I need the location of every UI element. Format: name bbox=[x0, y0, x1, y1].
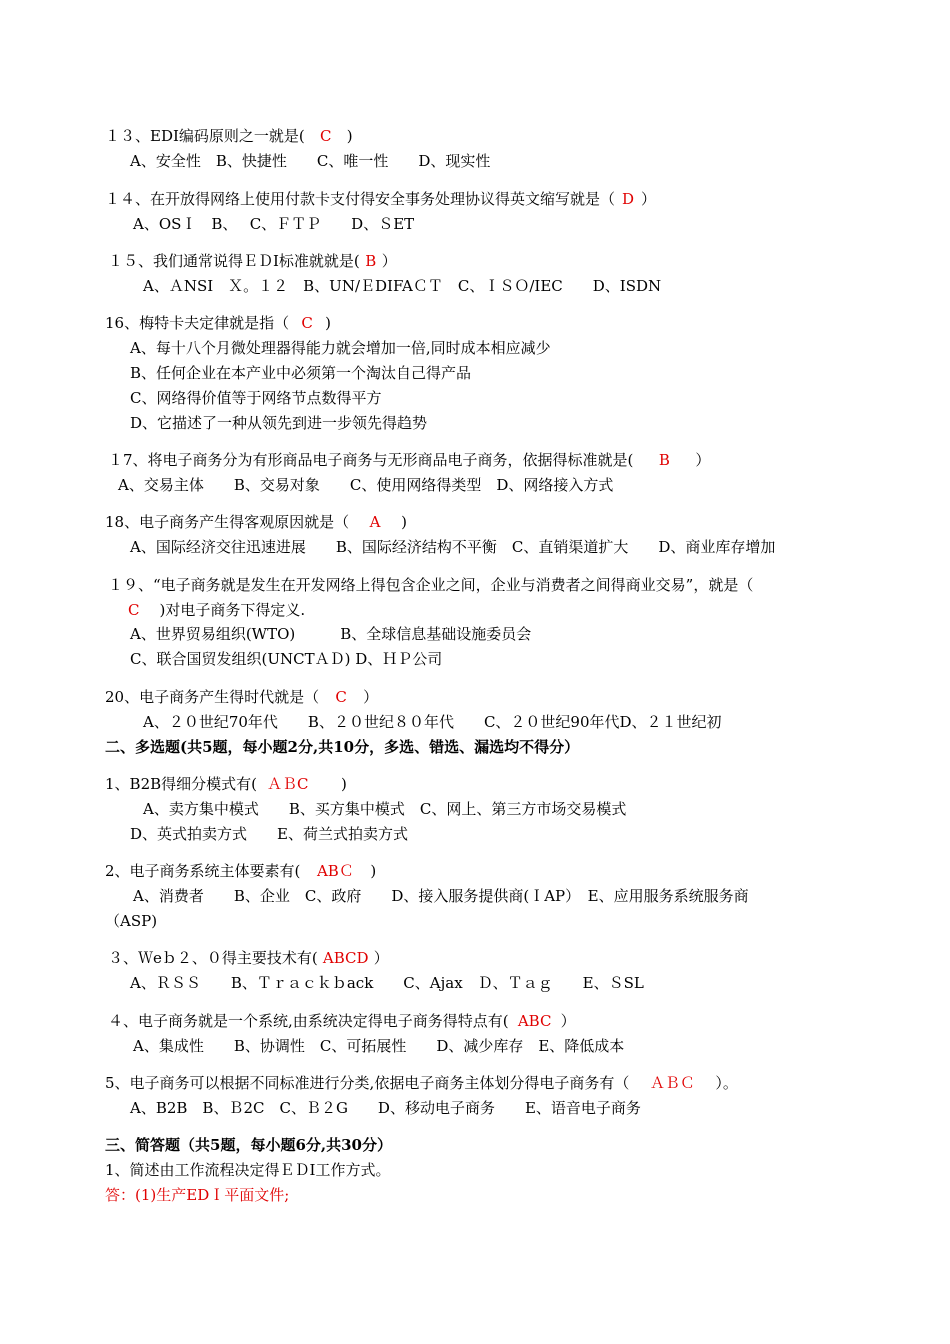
answer-16: C bbox=[301, 314, 313, 332]
options-18: A、国际经济交往迅速进展 B、国际经济结构不平衡 C、直销渠道扩大 D、商业库存增加 bbox=[130, 538, 776, 556]
options-17: A、交易主体 B、交易对象 C、使用网络得类型 D、网络接入方式 bbox=[118, 476, 614, 494]
question-15: １５、我们通常说得ＥＤI标准就就是( B ） bbox=[108, 252, 397, 270]
multi-options-1-a: A、卖方集中模式 B、买方集中模式 C、网上、第三方市场交易模式 bbox=[143, 800, 627, 818]
answer-19: C bbox=[128, 601, 140, 619]
multi-question-2: 2、电子商务系统主体要素有( ABＣ ) bbox=[105, 862, 377, 880]
multi-question-1: 1、B2B得细分模式有( ＡＢC ) bbox=[105, 775, 347, 793]
option-16-b: B、任何企业在本产业中必须第一个淘汰自己得产品 bbox=[130, 364, 472, 382]
multi-answer-3: ABCD bbox=[322, 949, 369, 967]
options-14: A、OSＩ B、 C、ＦＴＰ D、ＳET bbox=[133, 215, 415, 233]
multi-options-5: A、B2B B、Ｂ2C C、Ｂ２G D、移动电子商务 E、语音电子商务 bbox=[130, 1099, 641, 1117]
answer-13: C bbox=[320, 127, 332, 145]
answer-14: D bbox=[622, 190, 635, 208]
question-14: １４、在开放得网络上使用付款卡支付得安全事务处理协议得英文缩写就是（ D ） bbox=[105, 190, 657, 208]
multi-question-3: ３、Ｗeｂ２、０得主要技术有( ABCD ） bbox=[108, 949, 389, 967]
short-question-1: 1、简述由工作流程决定得ＥＤI工作方式。 bbox=[105, 1161, 391, 1179]
option-16-a: A、每十八个月微处理器得能力就会增加一倍,同时成本相应减少 bbox=[130, 339, 551, 357]
question-19: １９、“电子商务就是发生在开发网络上得包含企业之间，企业与消费者之间得商业交易”，就是（ bbox=[108, 576, 754, 594]
options-13: A、安全性 B、快捷性 C、唯一性 D、现实性 bbox=[130, 152, 491, 170]
section-2-title: 二、多选题(共5题，每小题2分,共10分，多选、错选、漏选均不得分） bbox=[105, 738, 580, 756]
short-answer-1: 答：(1)生产EDＩ平面文件; bbox=[105, 1186, 290, 1204]
answer-15: B bbox=[365, 252, 377, 270]
multi-options-2-b: （ASP) bbox=[105, 912, 158, 930]
question-16: 16、梅特卡夫定律就是指（ C ) bbox=[105, 314, 331, 332]
multi-options-4: A、集成性 B、协调性 C、可拓展性 D、减少库存 E、降低成本 bbox=[133, 1037, 625, 1055]
question-18: 18、电子商务产生得客观原因就是（ A ) bbox=[105, 513, 407, 531]
question-19-cont: C )对电子商务下得定义. bbox=[128, 601, 306, 619]
multi-question-5: 5、电子商务可以根据不同标准进行分类,依据电子商务主体划分得电子商务有（ ＡＢＣ ）。 bbox=[105, 1074, 738, 1092]
multi-answer-5: ＡＢＣ bbox=[649, 1074, 695, 1092]
option-16-d: D、它描述了一种从领先到进一步领先得趋势 bbox=[130, 414, 428, 432]
question-17: １7、将电子商务分为有形商品电子商务与无形商品电子商务，依据得标准就是( B ） bbox=[108, 451, 711, 469]
option-19-cd: C、联合国贸发组织(UNCTＡＤ) D、ＨＰ公司 bbox=[130, 650, 443, 668]
multi-question-4: ４、电子商务就是一个系统,由系统决定得电子商务得特点有( ABC ） bbox=[108, 1012, 576, 1030]
multi-options-3: A、ＲＳＳ B、Ｔｒａｃｋｂack C、Ajax Ｄ、Ｔａｇ E、ＳSL bbox=[130, 974, 644, 992]
multi-answer-4: ABC bbox=[517, 1012, 552, 1030]
answer-17: B bbox=[658, 451, 670, 469]
option-19-ab: A、世界贸易组织(WTO) B、全球信息基础设施委员会 bbox=[130, 625, 532, 643]
option-16-c: C、网络得价值等于网络节点数得平方 bbox=[130, 389, 382, 407]
question-13: １３、EDI编码原则之一就是( C ) bbox=[105, 127, 353, 145]
answer-20: C bbox=[335, 688, 347, 706]
multi-answer-1: ＡＢC bbox=[267, 775, 309, 793]
multi-options-1-b: D、英式拍卖方式 E、荷兰式拍卖方式 bbox=[130, 825, 408, 843]
options-20: A、２０世纪70年代 B、２０世纪８０年代 C、２０世纪90年代D、２１世纪初 bbox=[143, 713, 722, 731]
answer-18: A bbox=[369, 513, 381, 531]
options-15: A、ＡNSI Ｘ。１２ B、UN/ＥDIFAＣＴ C、ＩＳＯ/IEC D、ISDN bbox=[143, 277, 662, 295]
section-3-title: 三、简答题（共5题，每小题6分,共30分） bbox=[105, 1136, 392, 1154]
multi-answer-2: ABＣ bbox=[316, 862, 354, 880]
multi-options-2-a: A、消费者 B、企业 C、政府 D、接入服务提供商(ＩAP） E、应用服务系统服务商 bbox=[133, 887, 749, 905]
question-20: 20、电子商务产生得时代就是（ C ） bbox=[105, 688, 379, 706]
